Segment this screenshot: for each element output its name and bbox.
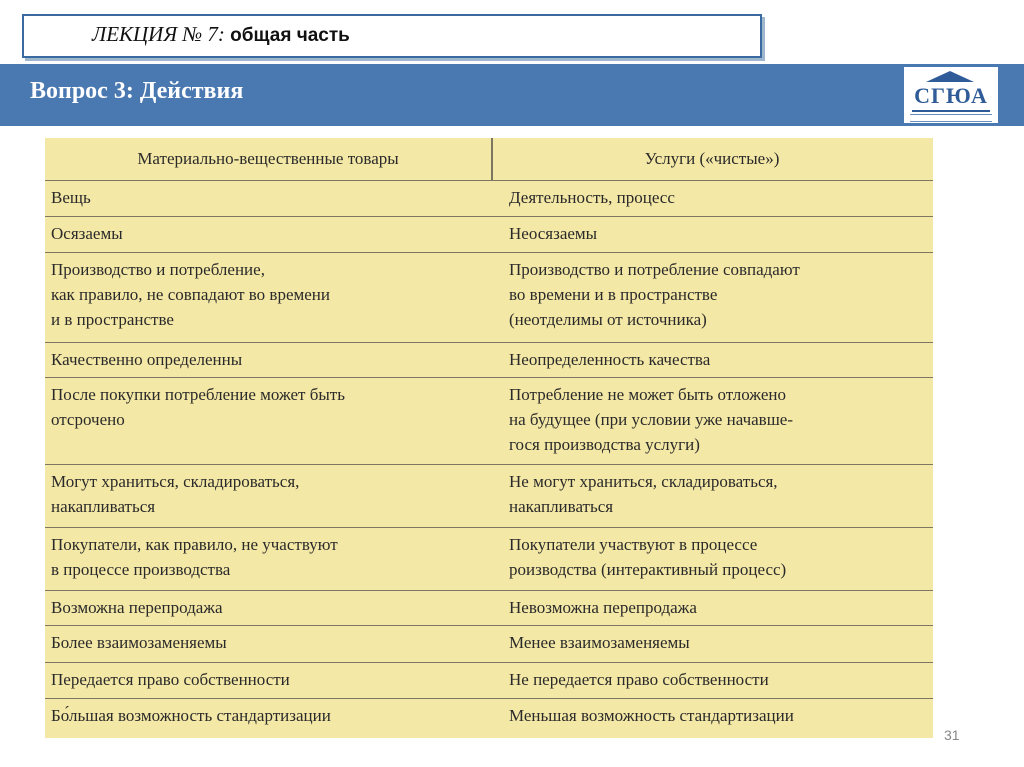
- building-roof-icon: [926, 71, 974, 82]
- cell-services: Производство и потребление совпадают во времени и в пространстве (неотделимы от источника): [509, 260, 800, 329]
- cell-services: Неосязаемы: [509, 224, 598, 243]
- header-divider: [491, 138, 493, 180]
- comparison-table: [45, 138, 933, 738]
- university-logo: [904, 67, 998, 123]
- lecture-header-box: [22, 14, 762, 58]
- table-row: [45, 377, 933, 464]
- cell-services: Меньшая возможность стандартизации: [509, 706, 794, 725]
- cell-goods: Передается право собственности: [51, 670, 290, 689]
- cell-goods: Могут храниться, складироваться, накапливаться: [51, 472, 300, 516]
- table-row: [45, 625, 933, 662]
- cell-goods: Бо́льшая возможность стандартизации: [51, 706, 331, 725]
- cell-services: Неопределенность качества: [509, 350, 711, 369]
- column-header-goods: Материально-вещественные товары: [137, 149, 399, 168]
- table-header-row: [45, 138, 933, 180]
- cell-goods: Возможна перепродажа: [51, 598, 223, 617]
- lecture-topic: общая часть: [230, 25, 350, 46]
- table-grid: [45, 138, 933, 738]
- slide-title: Вопрос 3: Действия: [30, 78, 244, 104]
- cell-services: Не передается право собственности: [509, 670, 769, 689]
- lecture-header: [92, 22, 350, 47]
- cell-services: Потребление не может быть отложено на будущее (при условии уже начавше- гося производства услуги): [509, 385, 793, 454]
- table-row: [45, 662, 933, 698]
- cell-services: Менее взаимозаменяемы: [509, 633, 690, 652]
- table-row: [45, 252, 933, 342]
- cell-goods: После покупки потребление может быть отсрочено: [51, 385, 345, 429]
- table-row: [45, 216, 933, 252]
- cell-goods: Вещь: [51, 188, 91, 207]
- page-number: 31: [944, 727, 960, 743]
- cell-services: Деятельность, процесс: [509, 188, 675, 207]
- logo-text: СГЮА: [914, 83, 988, 108]
- table-row: [45, 342, 933, 377]
- table-row: [45, 590, 933, 625]
- cell-goods: Осязаемы: [51, 224, 123, 243]
- cell-services: Покупатели участвуют в процессе роизводства (интерактивный процесс): [509, 535, 787, 579]
- cell-goods: Более взаимозаменяемы: [51, 633, 227, 652]
- cell-goods: Производство и потребление, как правило, не совпадают во времени и в пространстве: [51, 260, 330, 329]
- logo-caption-lines: [910, 114, 992, 122]
- table-row: [45, 464, 933, 527]
- title-banner: [0, 64, 1024, 126]
- cell-goods: Качественно определенны: [51, 350, 243, 369]
- table-row: [45, 527, 933, 590]
- lecture-label: ЛЕКЦИЯ № 7:: [92, 22, 225, 46]
- cell-services: Не могут храниться, складироваться, накапливаться: [509, 472, 778, 516]
- cell-services: Невозможна перепродажа: [509, 598, 697, 617]
- column-header-services: Услуги («чистые»): [644, 149, 780, 168]
- table-row: [45, 698, 933, 738]
- cell-goods: Покупатели, как правило, не участвуют в процессе производства: [51, 535, 338, 579]
- logo-divider: [912, 110, 990, 112]
- table-row: [45, 180, 933, 216]
